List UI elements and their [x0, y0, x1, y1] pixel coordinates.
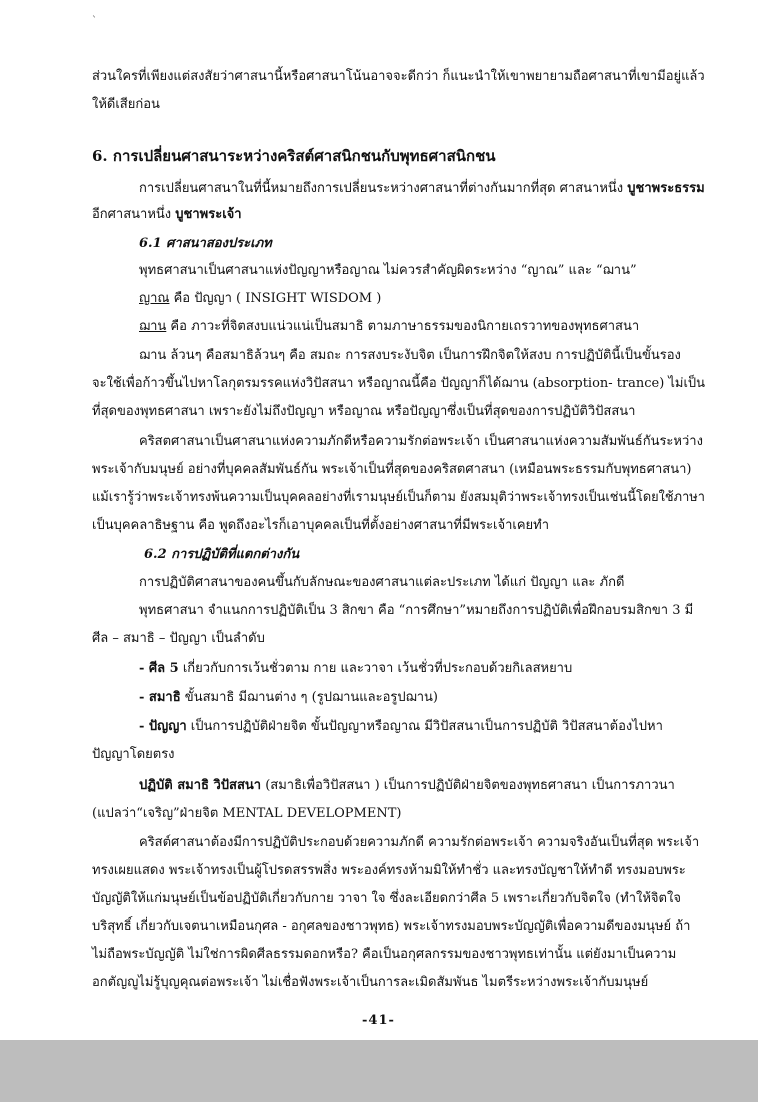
- subsection-6-2-heading: 6.2 การปฏิบัติที่แตกต่างกัน: [144, 547, 300, 562]
- sub61-line-10: เป็นบุคคลาธิษฐาน คือ พูดถึงอะไรก็เอาบุคคลเป็นที่ตั้งอย่างศาสนาที่มีพระเจ้าเคยทำ: [92, 518, 550, 533]
- page-number: -41-: [362, 1013, 395, 1028]
- term-yan: ญาณ: [139, 291, 170, 306]
- practice-line-1: [139, 777, 675, 794]
- corner-mark: `: [92, 16, 97, 27]
- christian-line-4: บริสุทธิ์ เกี่ยวกับเจตนาเหมือนกุศล - อกุศลของชาวพุทธ) พระเจ้าทรงมอบพระบัญญัติเพื่อความดีของมนุษย์ ถ้า: [92, 919, 691, 934]
- bold-term: บูชาพระเจ้า: [175, 207, 242, 222]
- bullet-label: - ศีล 5: [139, 661, 179, 676]
- subsection-6-1-heading: 6.1 ศาสนาสองประเภท: [139, 236, 272, 251]
- section-6-para-line-1: [139, 180, 705, 197]
- practice-label: ปฏิบัติ สมาธิ วิปัสสนา: [139, 778, 262, 793]
- bullet-text: ขั้นสมาธิ มีฌานต่าง ๆ (รูปฌานและอรูปฌาน): [180, 690, 438, 705]
- bullet-label: - สมาธิ: [139, 690, 181, 705]
- term-chan: ฌาน: [139, 319, 167, 334]
- bullet-panya: [139, 718, 663, 735]
- christian-line-2: ทรงเผยแสดง พระเจ้าทรงเป็นผู้โปรดสรรพสิ่ง พระองค์ทรงห้ามมิให้ทำชั่ว และทรงบัญชาให้ทำดี ทรงมอบพระ: [92, 863, 686, 878]
- para-text: การเปลี่ยนศาสนาในที่นี้หมายถึงการเปลี่ยนระหว่างศาสนาที่ต่างกันมากที่สุด ศาสนาหนึ่ง: [139, 181, 624, 196]
- sub61-line-4: ฌาน ล้วนๆ คือสมาธิล้วนๆ คือ สมถะ การสงบระงับจิต เป็นการฝึกจิตให้สงบ การปฏิบัตินี้เป็นขั้นรอง: [139, 348, 681, 363]
- practice-line-2: (แปลว่า“เจริญ”ฝ่ายจิต MENTAL DEVELOPMENT): [92, 806, 402, 821]
- para-text: อีกศาสนาหนึ่ง: [92, 207, 172, 222]
- sub62-line-1: การปฏิบัติศาสนาของคนขึ้นกับลักษณะของศาสนาแต่ละประเภท ได้แก่ ปัญญา และ ภักดี: [139, 575, 625, 590]
- christian-line-5: ไม่ถือพระบัญญัติ ไม่ใช่การผิดศีลธรรมดอกหรือ? คือเป็นอกุศลกรรมของชาวพุทธเท่านั้น แต่ยังมาเป็นความ: [92, 947, 677, 962]
- christian-line-6: อกตัญญูไม่รู้บุญคุณต่อพระเจ้า ไม่เชื่อฟังพระเจ้าเป็นการละเมิดสัมพันธ ไมตรีระหว่างพระเจ้ากับมนุษย์: [92, 975, 649, 990]
- christian-line-1: คริสต์ศาสนาต้องมีการปฏิบัติประกอบด้วยความภักดี ความรักต่อพระเจ้า ความจริงอันเป็นที่สุด พระเจ้า: [139, 835, 700, 850]
- intro-line-2: ให้ดีเสียก่อน: [92, 97, 160, 112]
- sub61-line-3: [139, 318, 639, 335]
- bullet-label: - ปัญญา: [139, 719, 187, 734]
- sub61-line-1: พุทธศาสนาเป็นศาสนาแห่งปัญญาหรือญาณ ไม่ควรสำคัญผิดระหว่าง “ญาณ” และ “ฌาน”: [139, 263, 637, 278]
- sub61-line-8: พระเจ้ากับมนุษย์ อย่างที่บุคคลสัมพันธ์กัน พระเจ้าเป็นที่สุดของคริสตศาสนา (เหมือนพระธรรมกับพุทธศาสนา): [92, 462, 692, 477]
- bold-term: บูชาพระธรรม: [627, 181, 705, 196]
- bullet-panya-cont: ปัญญาโดยตรง: [92, 747, 175, 762]
- sub62-line-3: ศีล – สมาธิ – ปัญญา เป็นลำดับ: [92, 631, 265, 646]
- section-6-para-line-2: [92, 206, 242, 223]
- bullet-text: เกี่ยวกับการเว้นชั่วตาม กาย และวาจา เว้นชั่วที่ประกอบด้วยกิเลสหยาบ: [178, 661, 573, 676]
- bullet-text: เป็นการปฏิบัติฝ่ายจิต ขั้นปัญญาหรือญาณ มีวิปัสสนาเป็นการปฏิบัติ วิปัสสนาต้องไปหา: [186, 719, 663, 734]
- sub61-line-2: [139, 290, 381, 307]
- definition: คือ ปัญญา ( INSIGHT WISDOM ): [169, 291, 382, 306]
- sub61-line-9: แม้เรารู้ว่าพระเจ้าทรงพ้นความเป็นบุคคลอย่างที่เรามนุษย์เป็นก็ตาม ยังสมมุติว่าพระเจ้าทรงเป็นเช่นนี้โดยใช้ภาษา: [92, 490, 705, 505]
- sub62-line-2: พุทธศาสนา จำแนกการปฏิบัติเป็น 3 สิกขา คือ “การศึกษา”หมายถึงการปฏิบัติเพื่อฝึกอบรมสิกขา 3 มี: [139, 603, 694, 618]
- christian-line-3: บัญญัติให้แก่มนุษย์เป็นข้อปฏิบัติเกี่ยวกับกาย วาจา ใจ ซึ่งละเอียดกว่าศีล 5 เพราะเกี่ยวกับจิตใจ (ทำให้จิตใจ: [92, 891, 681, 906]
- bullet-samadhi: [139, 689, 438, 706]
- sub61-line-6: ที่สุดของพุทธศาสนา เพราะยังไม่ถึงปัญญา หรือญาณ หรือปัญญาซึ่งเป็นที่สุดของการปฏิบัติวิปัสสนา: [92, 404, 636, 419]
- sub61-line-7: คริสตศาสนาเป็นศาสนาแห่งความภักดีหรือความรักต่อพระเจ้า เป็นศาสนาแห่งความสัมพันธ์กันระหว่าง: [139, 434, 703, 449]
- bullet-sila: [139, 660, 572, 677]
- practice-text: (สมาธิเพื่อวิปัสสนา ) เป็นการปฏิบัติฝ่ายจิตของพุทธศาสนา เป็นการภาวนา: [261, 778, 675, 793]
- sub61-line-5: จะใช้เพื่อก้าวขึ้นไปหาโลกุตรมรรคแห่งวิปัสสนา หรือญาณนี้คือ ปัญญาก็ได้ฌาน (absorption- trance) ไม่เป็น: [92, 376, 706, 391]
- definition: คือ ภาวะที่จิตสงบแน่วแน่เป็นสมาธิ ตามภาษาธรรมของนิกายเถรวาทของพุทธศาสนา: [166, 319, 640, 334]
- section-6-heading: 6. การเปลี่ยนศาสนาระหว่างคริสต์ศาสนิกชนกับพุทธศาสนิกชน: [92, 147, 496, 165]
- intro-line-1: ส่วนใครที่เพียงแต่สงสัยว่าศาสนานี้หรือศาสนาโน้นอาจจะดีกว่า ก็แนะนำให้เขาพยายามถือศาสนาที่เขามีอยู่แล้ว: [92, 69, 705, 84]
